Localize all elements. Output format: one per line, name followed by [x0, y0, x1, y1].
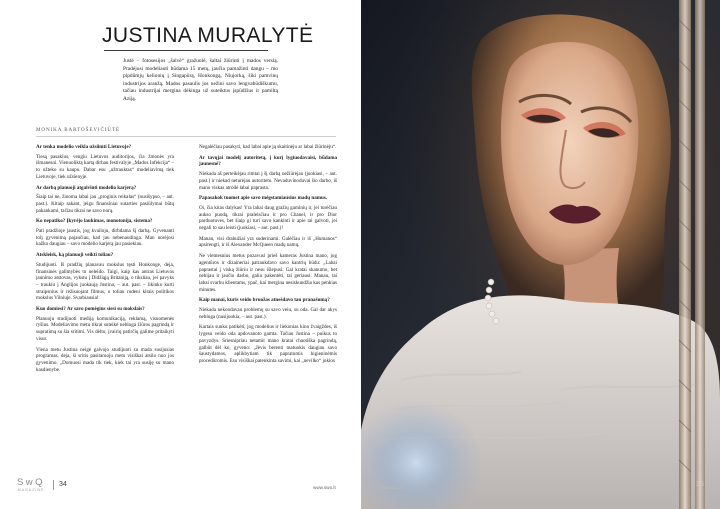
magazine-logo-subtitle: MAGAZINE [17, 488, 45, 492]
interview-answer: Manau, visi drabužiai yra suderinami. Galėčiau ir iš „Humanos“ apsirengti, ir iš Alexander McQueen madų namų. [199, 235, 337, 249]
interview-question: Kuo domiesi? Ar savo pomėgius siesi su mokslais? [36, 306, 145, 313]
author-byline: MONIKA BARTOŠEVIČIŪTĖ [36, 127, 121, 133]
interview-question: Papasakok tuomet apie savo mėgstamiausius madų namus. [199, 195, 328, 202]
title-divider [104, 50, 268, 51]
interview-answer: Ne viemesnius metus pozavusi prieš kameras Justina mano, jog agentūros ir dizaineriai patraukdavo savo kantrių būdu: „Labai paprastai į viską žiūriu ir nesu išlepusi. Gal kratai skanumo, bet nebijau ir jaučio darbo, galiu pakentėti, tai geriausi. Manau, tai labai svarbu klientams, ypač, kai mergina nesiskundžia kas penkias minutes. [199, 253, 337, 293]
interview-question: Ko nepatiko? Įkyrėjo laukimas, monotonija, sistema? [36, 218, 153, 225]
interview-answer: Niekada nekondavau problemų su savo veiu, su oda. Gal dar akys nebloga (nusijuokia, – aut. past.). [199, 307, 337, 320]
interview-answer: Planuoju studijuoti mediją komunikaciją, reklamą, visuomenės ryšius. Modeliavimo metu tikrai suteikė nebloga žiūros pagrindą ir supratimą su šia sritimi. Vis dėlto, įvairių patirčių galime pritaikyti visur. [36, 315, 174, 342]
interview-question: Ar darbą planuoji atgaivinti modelio karjerą? [36, 184, 137, 191]
text-column-left [36, 144, 174, 484]
interview-answer: Tiesą pasakius, vengiu Lietuvos auditorijos, čia žmonės yra išmanesni. Vienuoliktą kartą dirbau festivalyje „Mados Infekcija“ – to užteko su kaupu. Dabar esu „užtrauktas“ modeliavimą tiek Lietuvoje, tiek užsienyje. [36, 153, 174, 180]
interview-question: Kaip manai, kuris veido bruožas atnešdavo tau pranašumą? [199, 297, 330, 304]
interview-answer: Negalėčiau pasakyti, kad labai apie ją skaitinėju ar labai žiūrinėju“. [199, 144, 337, 150]
page-number-left: 34 [53, 480, 67, 490]
interview-question: Ar tavųjai modelį autoritetą, į kurį lygiuodavaisi, būdama jaunesnė? [199, 154, 337, 168]
portrait-photo [361, 0, 720, 509]
right-page-photo [361, 0, 720, 509]
page-number-right: 35 [696, 481, 704, 488]
interview-question: Atskleisk, ką planuoji veikti toliau? [36, 252, 114, 259]
interview-question: Ar tenka modelio veikla užsiimti Lietuvoje? [36, 144, 132, 150]
magazine-logo [13, 478, 49, 493]
interview-answer: Pati pradžioje jaustis, jog kvailoju, dirbdama šį darbą. Gyvenanti tolį gyvenimą pajaučiau, kad jau nebenaudinga. Man norėjosi kažko daugiau – savo modelio karjerą jau pasiekiau. [36, 228, 174, 248]
byline-divider [36, 136, 336, 137]
interview-answer: Studijuoti. Iš pradžių planavau mokslus tęsti Honkonge, deja, finansinės galimybės to neleido. Taigi, kaip kas antras Lietuvos jaunimo atstovas, vykstu į Didžiąją Britaniją, o tiksliau, jei pavyks – traukiu į Anglijos juokaują Justina, – aut. past. – likinko kurti straipsnius ir režisuojant filmus, o toliau rudeni kitais politikos mokslus Vilniuje. Svarbiausia! [36, 261, 174, 302]
interview-answer: Niekada aš perteikėjau rimtai į šį darbą nežiūrėjau (juokiasi, – aut. past.) ir niekad neturėjau autoriteto. Nevaduvinoduvai šio darbo, iš mano viskas atrodė labai paprasta. [199, 171, 337, 191]
interview-answer: Viena metu Justina neigė galvojo studijuoti su mada susijusias programas, deja, ši sritis pasitaruoju metu visiškai atsilo nuo jos gyvenimo. „Domuosi mada tik tiek, kiek tai yra susiję su mano kasdienybe. [36, 346, 174, 373]
footer-url-right: www.swo.lt [380, 485, 403, 490]
interview-answer: Oi, čia kitas dalykas! Yra labai daug gražių gaminių ir, jei turėčiau aukso puodą, tikrai praleisčiau ir pro Chanel, ir pro Dior parduotuves, bet šiaip gi turi savo kankinti ir apie tai galvoti, jei negali to sau leisti (juokiasi, – aut. past.)! [199, 204, 337, 232]
text-column-right [199, 144, 337, 484]
magazine-logo-text: SwQ [16, 477, 46, 488]
article-title: JUSTINA MURALYTĖ [102, 24, 314, 47]
footer-url-left: www.swo.lt [313, 485, 336, 490]
interview-answer: Kartais sunku patikėti, jog modelius ir liekonias kino žvaigždes, iš lygesu veido oda apdovanoto gamta. Tačiau Justina – puikus to pavyzdys. Sriesnipriau netamit mano kratai chaotiška pagrindą, galbūt dėl ko, gyveno: „Jėvis berenti matuokis daugiau savo šaustydamos, aplikbytiam tik papratomis higieninėmis procedūromis. Esu visiškai patenkinta savimi, kai „nevilko“ jokios [199, 324, 337, 364]
article-intro: Justė – fotosesijos „šalvė“ gražuolė, šaltai žiūrinti į mados verslą. Pradėjusi modeliauti būdama 15 metų, jaučia pamažinti dangu – mo pipdūmjų kelionių į Singapūrą, Honkongą, Niujorką, šiki pamvinų industrijos aranžą. Mados pasaulis jos nežini savo lengvabūdiškumu, tačiau industrijai mergina dėkinga už suteiktus įspūdžius ir pamiltą Aziją. [123, 58, 278, 102]
interview-answer: Šiaip tai ne, žinoma labai jau „proginis reikalas“ (nusišypso, – aut. past.). Kitaip sakant, jeigu finansiniai sutarties pasiūlymai būtų pakankami, tačiau tikrai ne savo norą. [36, 194, 174, 214]
